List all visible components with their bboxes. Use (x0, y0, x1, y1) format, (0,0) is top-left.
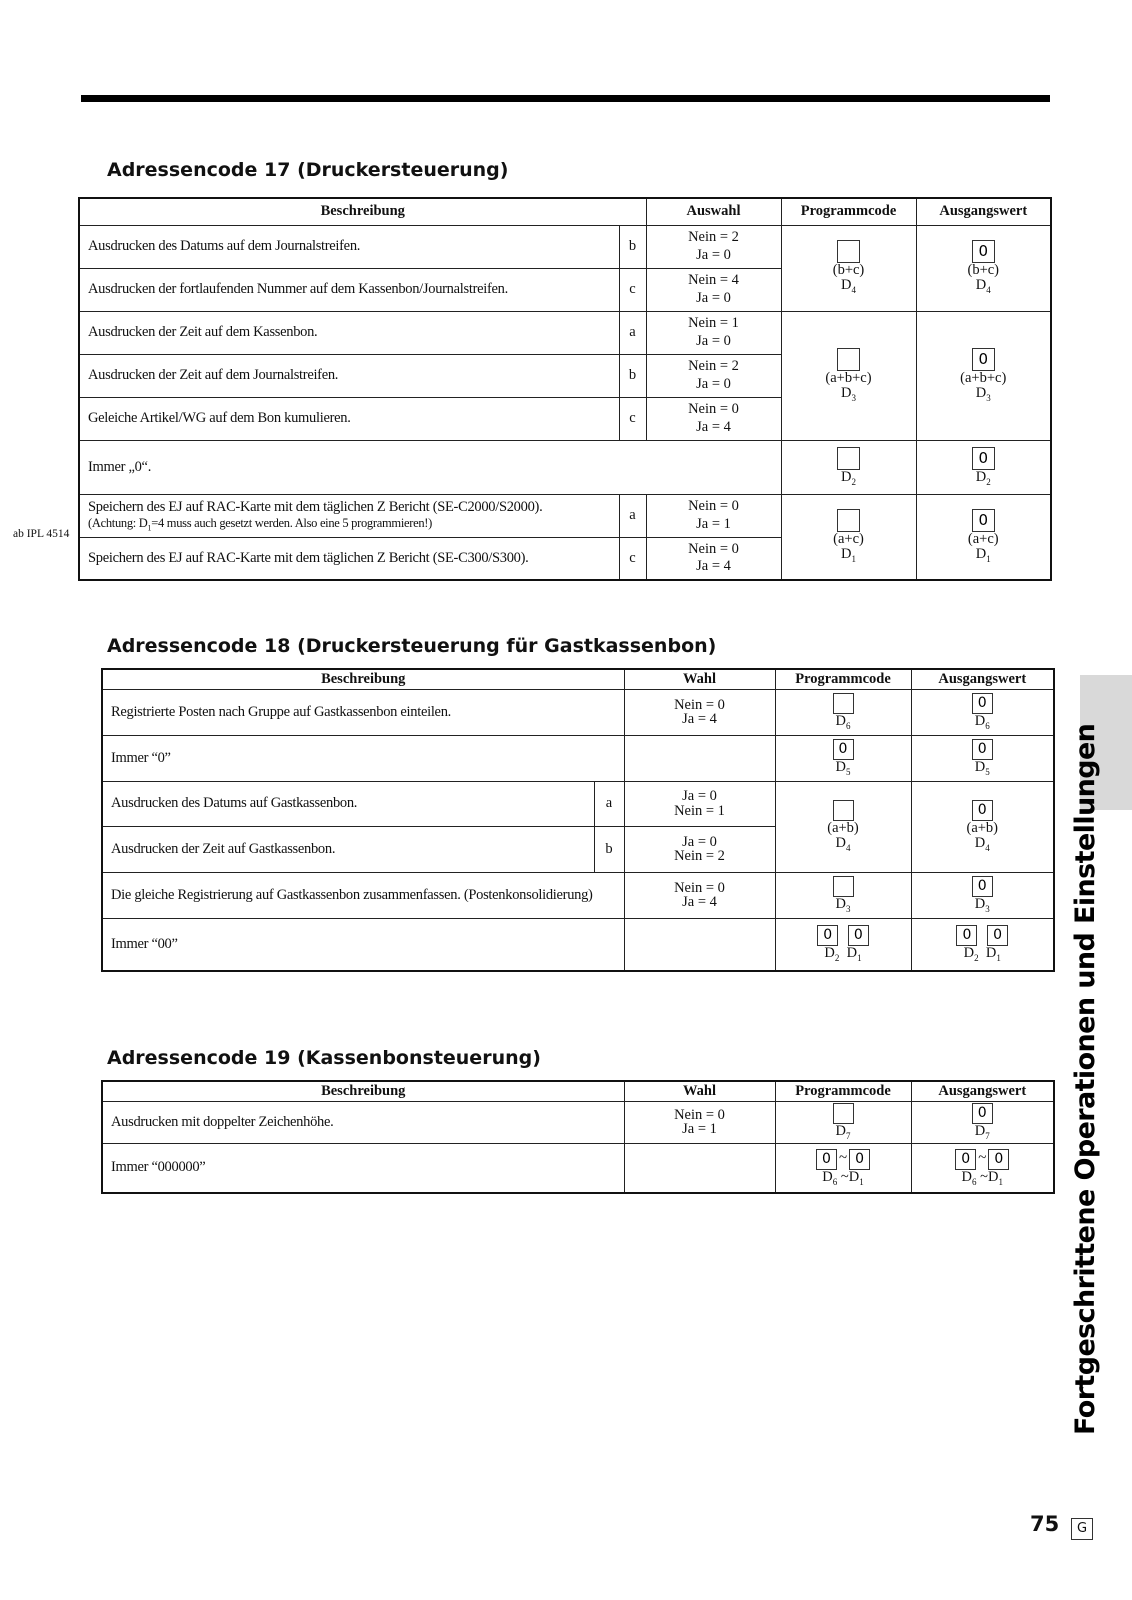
input-box: 0 (817, 925, 838, 946)
table-address-17 (78, 197, 1052, 581)
default-box: 0 (972, 739, 993, 760)
default-value-d7: 0 $D_7$ (911, 1101, 1054, 1143)
default-value-d3: 0 $D_3$ (911, 872, 1054, 918)
default-box: 0 (987, 925, 1008, 946)
row-description: Immer “0” (102, 735, 624, 781)
row-description: Geleiche Artikel/WG auf dem Bon kumulieren. (79, 397, 619, 440)
row-selection: Ja = 0 Nein = 1 (624, 781, 775, 826)
program-code-d7: $D_7$ (775, 1101, 911, 1143)
program-code-d4: (b+c) $D_4$ (781, 225, 916, 311)
language-mark: G (1071, 1518, 1093, 1540)
row-letter: b (619, 354, 646, 397)
header-selection: Wahl (624, 669, 775, 689)
row-selection: Nein = 2 Ja = 0 (646, 354, 781, 397)
row-selection: Nein = 0 Ja = 4 (646, 397, 781, 440)
row-selection (624, 918, 775, 971)
section-17-title: Adressencode 17 (Druckersteuerung) (107, 159, 509, 181)
default-box: 0 (972, 693, 993, 714)
default-value-d2: 0 $D_2$ (916, 440, 1051, 494)
input-box (837, 348, 860, 371)
row-selection: Nein = 4 Ja = 0 (646, 268, 781, 311)
table-row (102, 781, 1054, 826)
header-default-value: Ausgangswert (911, 669, 1054, 689)
row-description: Immer „0“. (79, 440, 781, 494)
header-description: Beschreibung (102, 1081, 624, 1101)
table-row (102, 735, 1054, 781)
table-row (102, 918, 1054, 971)
input-box: 0 (849, 1149, 870, 1170)
input-box (837, 509, 860, 532)
input-box (837, 447, 860, 470)
table-row (79, 440, 1051, 494)
table-row (102, 1101, 1054, 1143)
program-code-d2: $D_2$ (781, 440, 916, 494)
header-selection: Auswahl (646, 198, 781, 225)
row-selection: Ja = 0 Nein = 2 (624, 826, 775, 872)
default-box: 0 (988, 1149, 1009, 1170)
program-code-d3: (a+b+c) $D_3$ (781, 311, 916, 440)
row-selection (624, 1143, 775, 1193)
header-default-value: Ausgangswert (916, 198, 1051, 225)
row-description: Ausdrucken der Zeit auf Gastkassenbon. (102, 826, 594, 872)
input-box (833, 800, 854, 821)
program-code-d1: (a+c) $D_1$ (781, 494, 916, 580)
row-selection: Nein = 0 Ja = 4 (624, 872, 775, 918)
program-code-d6-d1: 0 ~ 0 $D_6$ $\sim D_1$ (775, 1143, 911, 1193)
header-program-code: Programmcode (775, 669, 911, 689)
row-description: Immer “000000” (102, 1143, 624, 1193)
section-18-title: Adressencode 18 (Druckersteuerung für Gastkassenbon) (107, 635, 717, 657)
input-box: 0 (816, 1149, 837, 1170)
row-letter: c (619, 397, 646, 440)
row-description: Ausdrucken der Zeit auf dem Kassenbon. (79, 311, 619, 354)
default-box: 0 (972, 240, 995, 263)
row-selection: Nein = 0 Ja = 1 (624, 1101, 775, 1143)
program-code-d4: (a+b) $D_4$ (775, 781, 911, 872)
default-box: 0 (955, 1149, 976, 1170)
input-box (837, 240, 860, 263)
page-number: 75 (1030, 1512, 1060, 1536)
table-header-row (102, 1081, 1054, 1101)
row-description: Immer “00” (102, 918, 624, 971)
row-description: Ausdrucken der Zeit auf dem Journalstreifen. (79, 354, 619, 397)
table-row (102, 872, 1054, 918)
table-address-18 (101, 668, 1055, 972)
default-box: 0 (972, 800, 993, 821)
table-row (79, 311, 1051, 354)
program-code-d3: $D_3$ (775, 872, 911, 918)
default-value-d3: 0 (a+b+c) $D_3$ (916, 311, 1051, 440)
input-box (833, 1103, 854, 1124)
row-selection: Nein = 0 Ja = 1 (646, 494, 781, 537)
table-address-19 (101, 1080, 1055, 1194)
table-row (102, 689, 1054, 735)
default-value-d4: 0 (a+b) $D_4$ (911, 781, 1054, 872)
row-description: Speichern des EJ auf RAC-Karte mit dem täglichen Z Bericht (SE-C300/S300). (79, 537, 619, 580)
program-code-d2-d1: 0 0 $D_2$ $D_1$ (775, 918, 911, 971)
default-value-d4: 0 (b+c) $D_4$ (916, 225, 1051, 311)
table-row (79, 494, 1051, 537)
row-description: Speichern des EJ auf RAC-Karte mit dem täglichen Z Bericht (SE-C2000/S2000). (Achtung: $D_1=4$ muss auch gesetzt werden. Also eine 5 programmieren!) (79, 494, 619, 537)
default-box: 0 (972, 348, 995, 371)
margin-note: ab IPL 4514 (13, 528, 70, 540)
input-box (833, 693, 854, 714)
row-selection: Nein = 1 Ja = 0 (646, 311, 781, 354)
top-rule (81, 95, 1050, 102)
program-code-d6: $D_6$ (775, 689, 911, 735)
default-box: 0 (956, 925, 977, 946)
header-default-value: Ausgangswert (911, 1081, 1054, 1101)
default-box: 0 (972, 876, 993, 897)
row-selection (624, 735, 775, 781)
header-description: Beschreibung (79, 198, 646, 225)
row-letter: b (594, 826, 624, 872)
row-selection: Nein = 0 Ja = 4 (646, 537, 781, 580)
row-letter: c (619, 268, 646, 311)
row-description: Ausdrucken des Datums auf Gastkassenbon. (102, 781, 594, 826)
table-header-row (102, 669, 1054, 689)
row-selection: Nein = 2 Ja = 0 (646, 225, 781, 268)
row-note: (Achtung: $D_1=4$ muss auch gesetzt werden. Also eine 5 programmieren!) (88, 515, 433, 533)
program-code-d5: 0 $D_5$ (775, 735, 911, 781)
section-19-title: Adressencode 19 (Kassenbonsteuerung) (107, 1047, 541, 1069)
row-description: Die gleiche Registrierung auf Gastkassenbon zusammenfassen. (Postenkonsolidierung) (102, 872, 624, 918)
row-letter: b (619, 225, 646, 268)
default-value-d6: 0 $D_6$ (911, 689, 1054, 735)
row-description: Ausdrucken der fortlaufenden Nummer auf dem Kassenbon/Journalstreifen. (79, 268, 619, 311)
default-value-d2-d1: 0 0 $D_2$ $D_1$ (911, 918, 1054, 971)
side-chapter-title: Fortgeschrittene Operationen und Einstellungen (1070, 723, 1101, 1435)
row-letter: a (619, 494, 646, 537)
header-description: Beschreibung (102, 669, 624, 689)
row-letter: a (594, 781, 624, 826)
row-letter: c (619, 537, 646, 580)
default-box: 0 (972, 509, 995, 532)
table-row (79, 225, 1051, 268)
row-description: Registrierte Posten nach Gruppe auf Gastkassenbon einteilen. (102, 689, 624, 735)
row-letter: a (619, 311, 646, 354)
row-description: Ausdrucken mit doppelter Zeichenhöhe. (102, 1101, 624, 1143)
input-box: 0 (848, 925, 869, 946)
input-box: 0 (833, 739, 854, 760)
row-description: Ausdrucken des Datums auf dem Journalstreifen. (79, 225, 619, 268)
row-selection: Nein = 0 Ja = 4 (624, 689, 775, 735)
default-value-d5: 0 $D_5$ (911, 735, 1054, 781)
input-box (833, 876, 854, 897)
table-header-row (79, 198, 1051, 225)
header-selection: Wahl (624, 1081, 775, 1101)
default-value-d6-d1: 0 ~ 0 $D_6$ $\sim D_1$ (911, 1143, 1054, 1193)
header-program-code: Programmcode (775, 1081, 911, 1101)
default-value-d1: 0 (a+c) $D_1$ (916, 494, 1051, 580)
default-box: 0 (972, 1103, 993, 1124)
header-program-code: Programmcode (781, 198, 916, 225)
table-row (102, 1143, 1054, 1193)
default-box: 0 (972, 447, 995, 470)
